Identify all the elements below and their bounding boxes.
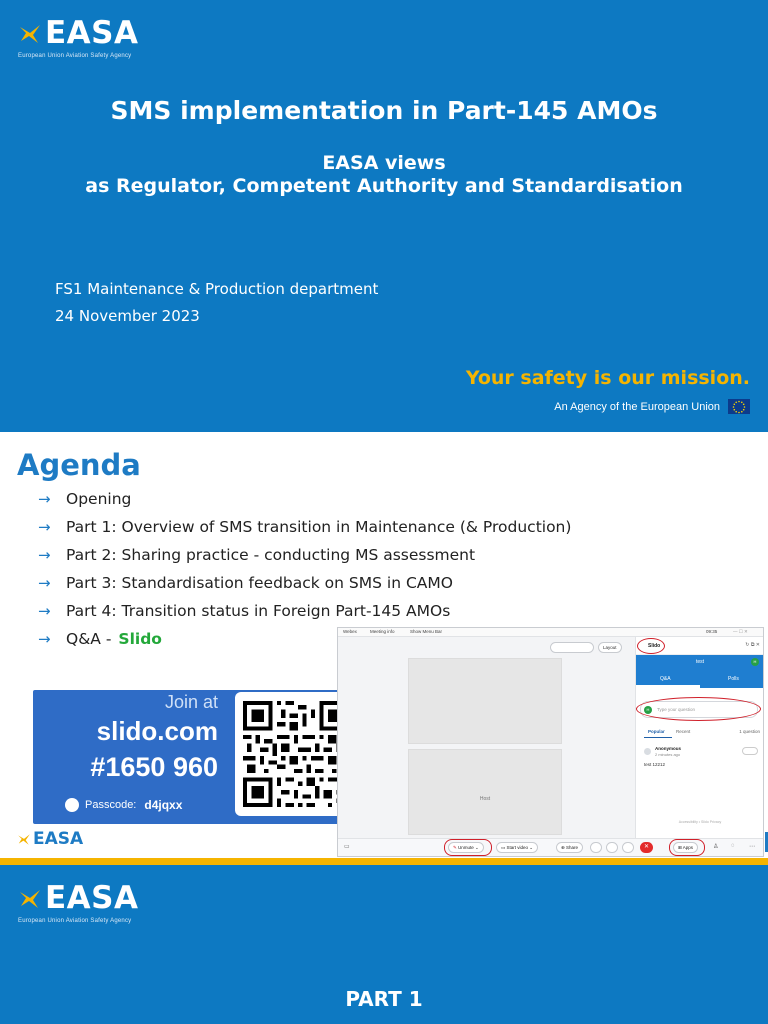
sort-recent[interactable]: Recent: [676, 729, 691, 734]
mission-tagline: Your safety is our mission.: [465, 367, 750, 389]
agenda-item: [38, 485, 571, 513]
subtitle-line-1: EASA views: [322, 152, 446, 174]
slido-event-bar: [636, 655, 764, 688]
passcode-label: Passcode:: [85, 799, 137, 811]
apps-label: Apps: [682, 845, 694, 850]
question-count: 1 question: [739, 729, 760, 734]
unmute-label: Unmute: [458, 845, 474, 850]
passcode-row: [65, 798, 182, 812]
presentation-subtitle: [0, 152, 768, 198]
more-panels-icon[interactable]: ⋯: [749, 844, 755, 850]
chat-icon[interactable]: ◌: [731, 843, 735, 849]
agenda-item-text: Q&A -: [66, 630, 112, 648]
subtitle-line-2: as Regulator, Competent Authority and Standardisation: [85, 175, 683, 197]
highlight-circle: [636, 697, 761, 721]
meeting-info-link[interactable]: Meeting info: [370, 629, 395, 634]
slide-separator: [0, 858, 768, 865]
slido-label: Slido: [118, 630, 162, 648]
highlight-circle: [637, 638, 665, 654]
logo-subtitle: European Union Aviation Safety Agency: [18, 918, 132, 924]
slido-panel-header: [636, 637, 764, 655]
logo-wordmark: EASA: [45, 15, 139, 51]
event-name: test: [695, 659, 705, 665]
video-tile: [408, 658, 562, 744]
arrow-right-icon: →: [38, 546, 51, 564]
video-icon: ▭: [501, 845, 507, 850]
logo-subtitle: European Union Aviation Safety Agency: [18, 53, 132, 59]
easa-bird-icon: [18, 888, 42, 910]
agenda-slide: [0, 432, 768, 858]
question-author: Anonymous: [655, 746, 682, 751]
apps-icon: ⊞: [678, 845, 683, 850]
zoom-slider[interactable]: [550, 642, 594, 653]
agenda-item-text: Opening: [66, 490, 132, 508]
window-controls[interactable]: — ☐ ✕: [733, 629, 748, 634]
share-button[interactable]: [556, 842, 583, 853]
sort-underline: [644, 737, 672, 738]
raise-hand-button[interactable]: [606, 842, 618, 853]
eu-flag-icon: [728, 399, 750, 414]
tab-qa[interactable]: Q&A: [660, 676, 671, 682]
host-label: Host: [479, 796, 491, 802]
section-title: PART 1: [345, 987, 423, 1011]
agenda-title: Agenda: [17, 448, 141, 482]
more-button[interactable]: [622, 842, 634, 853]
qr-code-image: [243, 701, 349, 807]
host-video-tile: [408, 749, 562, 835]
presenter-info: [55, 276, 378, 330]
start-video-label: Start video: [506, 845, 529, 850]
question-avatar: H: [644, 706, 652, 714]
title-slide: [0, 0, 768, 432]
panel-actions[interactable]: ↻ ⧉ ✕: [745, 642, 760, 648]
active-tab-indicator: [636, 685, 700, 688]
arrow-right-icon: →: [38, 630, 51, 648]
slido-footer-links[interactable]: Accessibility • Slido Privacy: [678, 820, 722, 824]
question-text: test 12212: [644, 762, 666, 767]
like-button[interactable]: [742, 747, 758, 755]
slido-panel: [635, 637, 764, 840]
agenda-item: [38, 569, 571, 597]
agency-text: An Agency of the European Union: [554, 401, 720, 413]
footer-logo-wordmark: EASA: [33, 829, 84, 849]
sort-popular[interactable]: Popular: [648, 729, 665, 734]
agenda-item: [38, 597, 571, 625]
start-video-button[interactable]: ▭ Start video ⌄: [496, 842, 538, 853]
presentation-title: SMS implementation in Part-145 AMOs: [110, 96, 658, 125]
reactions-button[interactable]: [590, 842, 602, 853]
agenda-item-text: Part 4: Transition status in Foreign Part-145 AMOs: [66, 602, 451, 620]
participants-icon[interactable]: ♙: [713, 844, 719, 850]
arrow-right-icon: →: [38, 518, 51, 536]
webex-app-name: Webex: [343, 629, 357, 634]
share-label: Share: [566, 845, 579, 850]
agenda-item-text: Part 1: Overview of SMS transition in Maintenance (& Production): [66, 518, 572, 536]
slido-url[interactable]: slido.com: [96, 716, 218, 746]
anonymous-avatar: [644, 748, 651, 755]
question-placeholder: Type your question: [657, 707, 696, 712]
department-text: FS1 Maintenance & Production department: [55, 280, 379, 298]
slido-join-box: [33, 690, 358, 824]
arrow-right-icon: →: [38, 490, 51, 508]
question-time: 2 minutes ago: [655, 752, 681, 757]
passcode-value: d4jqxx: [144, 798, 183, 812]
date-text: 24 November 2023: [55, 307, 200, 325]
join-at-text: Join at: [164, 692, 218, 712]
slido-panel-title: Slido: [648, 643, 661, 649]
easa-logo: [18, 880, 139, 916]
easa-bird-icon: [17, 833, 31, 846]
agenda-item-text: Part 3: Standardisation feedback on SMS in CAMO: [66, 574, 453, 592]
logo-wordmark: EASA: [45, 880, 139, 916]
clock-text: 09:35: [706, 629, 718, 634]
webex-screenshot: [337, 627, 764, 857]
easa-logo: [18, 15, 139, 51]
tab-polls[interactable]: Polls: [728, 676, 739, 682]
agenda-item: [38, 513, 571, 541]
mic-muted-icon: ✎: [453, 845, 459, 850]
highlight-circle: [669, 839, 705, 856]
meeting-controls: [338, 838, 763, 856]
event-code: #1650 960: [90, 752, 218, 782]
agenda-item: [38, 541, 571, 569]
arrow-right-icon: →: [38, 574, 51, 592]
highlight-circle: [444, 839, 492, 856]
layout-button[interactable]: Layout: [598, 642, 622, 653]
unmute-button[interactable]: ✎ Unmute ⌄: [448, 842, 484, 853]
end-call-icon[interactable]: ✕: [640, 842, 653, 853]
menu-bar-toggle[interactable]: Show Menu Bar: [410, 629, 443, 634]
share-icon: ⊕: [561, 845, 567, 850]
arrow-right-icon: →: [38, 602, 51, 620]
part1-slide: [0, 865, 768, 1024]
captions-icon[interactable]: ▭: [344, 844, 350, 850]
user-avatar: H: [751, 658, 759, 666]
easa-bird-icon: [18, 23, 42, 45]
key-icon: [65, 798, 79, 812]
agenda-item-text: Part 2: Sharing practice - conducting MS assessment: [66, 546, 476, 564]
footer-easa-logo: [17, 829, 83, 849]
webex-title-bar: [338, 628, 763, 637]
